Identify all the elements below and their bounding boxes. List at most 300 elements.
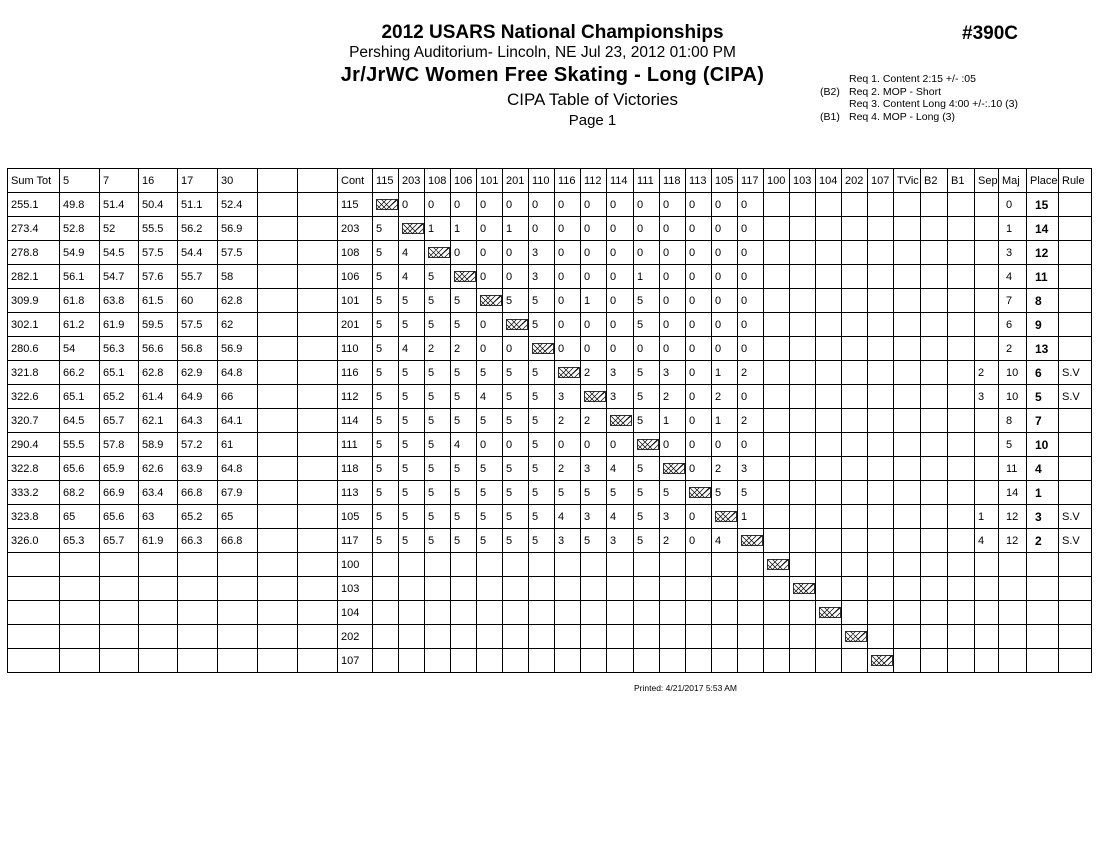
table-cell [8, 625, 60, 649]
table-cell [60, 577, 100, 601]
table-cell [738, 649, 764, 673]
table-cell: 5 [373, 289, 399, 313]
table-cell: 0 [660, 217, 686, 241]
table-cell: 0 [660, 193, 686, 217]
table-cell [894, 265, 921, 289]
table-cell: 0 [660, 313, 686, 337]
table-cell: 112 [338, 385, 373, 409]
crosshatch-icon [428, 247, 450, 258]
table-cell: 5 [451, 529, 477, 553]
table-cell [298, 289, 338, 313]
venue-line: Pershing Auditorium- Lincoln, NE Jul 23, 2012 01:00 PM [349, 44, 736, 61]
table-cell [660, 553, 686, 577]
table-cell: 0 [581, 241, 607, 265]
table-cell [477, 553, 503, 577]
table-cell: 5 [373, 313, 399, 337]
table-cell: 0 [712, 313, 738, 337]
table-cell: 62 [218, 313, 258, 337]
table-cell [451, 577, 477, 601]
table-cell: 5 [399, 433, 425, 457]
table-cell: 0 [686, 361, 712, 385]
table-cell: 3 [999, 241, 1027, 265]
table-cell: 3 [555, 385, 581, 409]
table-cell [139, 577, 178, 601]
table-cell [503, 577, 529, 601]
table-cell: 115 [338, 193, 373, 217]
table-cell: 5 [503, 385, 529, 409]
crosshatch-icon [454, 271, 476, 282]
page-number: Page 1 [568, 112, 617, 129]
column-header: 105 [712, 169, 738, 193]
column-header: 110 [529, 169, 555, 193]
table-cell [842, 217, 868, 241]
table-cell: 0 [660, 241, 686, 265]
table-cell [764, 361, 790, 385]
crosshatch-icon [480, 295, 502, 306]
table-row [8, 433, 1092, 457]
column-header: 100 [764, 169, 790, 193]
table-cell [529, 625, 555, 649]
self-comparison-cell [477, 289, 503, 313]
table-cell [868, 577, 894, 601]
self-comparison-cell [529, 337, 555, 361]
table-cell [258, 289, 298, 313]
table-cell: 104 [338, 601, 373, 625]
table-cell: 5 [451, 481, 477, 505]
crosshatch-icon [637, 439, 659, 450]
table-row [8, 505, 1092, 529]
table-cell [868, 553, 894, 577]
column-header: 203 [399, 169, 425, 193]
table-cell: 4 [1027, 457, 1059, 481]
table-cell: S.V [1059, 361, 1092, 385]
table-cell: 1 [503, 217, 529, 241]
self-comparison-cell [842, 625, 868, 649]
crosshatch-icon [845, 631, 867, 642]
table-cell: 5 [425, 409, 451, 433]
table-cell: 0 [634, 241, 660, 265]
table-cell: 0 [503, 241, 529, 265]
table-cell: 0 [607, 313, 634, 337]
table-cell: 3 [581, 505, 607, 529]
table-cell [712, 625, 738, 649]
table-cell: 5 [373, 505, 399, 529]
table-cell [298, 241, 338, 265]
table-cell: 290.4 [8, 433, 60, 457]
table-cell [921, 529, 948, 553]
table-cell [894, 241, 921, 265]
printed-timestamp: Printed: 4/21/2017 5:53 AM [634, 683, 738, 693]
table-cell: 5 [503, 457, 529, 481]
table-cell [948, 313, 975, 337]
table-cell [975, 433, 999, 457]
table-cell: S.V [1059, 385, 1092, 409]
table-cell [921, 649, 948, 673]
table-cell: 64.3 [178, 409, 218, 433]
table-cell: 5 [373, 481, 399, 505]
table-cell [1059, 553, 1092, 577]
table-cell: 0 [503, 193, 529, 217]
table-cell [790, 529, 816, 553]
table-cell [948, 217, 975, 241]
table-cell: 3 [607, 385, 634, 409]
table-cell [258, 601, 298, 625]
table-cell [1059, 217, 1092, 241]
table-cell [868, 193, 894, 217]
table-cell [1059, 649, 1092, 673]
table-cell: 322.6 [8, 385, 60, 409]
column-header: 107 [868, 169, 894, 193]
table-cell [948, 625, 975, 649]
column-header: B1 [948, 169, 975, 193]
self-comparison-cell [816, 601, 842, 625]
table-cell [764, 505, 790, 529]
table-cell: 5 [399, 481, 425, 505]
table-cell: 56.8 [178, 337, 218, 361]
self-comparison-cell [555, 361, 581, 385]
table-cell [842, 313, 868, 337]
table-cell [298, 649, 338, 673]
table-cell [555, 553, 581, 577]
table-cell [1059, 457, 1092, 481]
table-cell: 5 [555, 481, 581, 505]
table-cell: 1 [738, 505, 764, 529]
table-cell [712, 553, 738, 577]
table-cell [425, 649, 451, 673]
table-cell: S.V [1059, 505, 1092, 529]
table-cell: 201 [338, 313, 373, 337]
table-cell: 64.8 [218, 457, 258, 481]
table-cell [451, 553, 477, 577]
table-cell [948, 649, 975, 673]
table-cell [975, 265, 999, 289]
table-cell: 5 [399, 529, 425, 553]
table-cell [1059, 193, 1092, 217]
table-cell [948, 481, 975, 505]
table-cell [581, 601, 607, 625]
table-cell [894, 505, 921, 529]
column-header: 117 [738, 169, 764, 193]
table-cell: 5 [425, 505, 451, 529]
table-cell [975, 553, 999, 577]
table-cell [868, 529, 894, 553]
table-cell [298, 457, 338, 481]
table-cell [868, 505, 894, 529]
table-cell: S.V [1059, 529, 1092, 553]
table-cell [868, 241, 894, 265]
table-cell [948, 385, 975, 409]
table-cell: 0 [712, 193, 738, 217]
table-cell: 5 [373, 433, 399, 457]
table-cell: 1 [975, 505, 999, 529]
column-header: Cont [338, 169, 373, 193]
table-cell: 1 [581, 289, 607, 313]
self-comparison-cell [451, 265, 477, 289]
table-cell [258, 529, 298, 553]
table-cell [298, 385, 338, 409]
table-cell: 5 [634, 361, 660, 385]
table-cell: 4 [399, 337, 425, 361]
table-cell [139, 625, 178, 649]
table-cell: 5 [373, 385, 399, 409]
table-cell [816, 361, 842, 385]
table-cell [975, 649, 999, 673]
table-cell: 3 [738, 457, 764, 481]
table-cell: 0 [477, 337, 503, 361]
table-cell: 0 [686, 409, 712, 433]
table-cell: 5 [1027, 385, 1059, 409]
table-cell: 4 [999, 265, 1027, 289]
table-cell: 60 [178, 289, 218, 313]
table-cell: 52.4 [218, 193, 258, 217]
table-cell [712, 649, 738, 673]
table-cell [921, 505, 948, 529]
table-cell: 5 [451, 361, 477, 385]
table-cell: 50.4 [139, 193, 178, 217]
table-cell [816, 289, 842, 313]
table-cell: 107 [338, 649, 373, 673]
table-cell: 0 [607, 337, 634, 361]
table-cell [1059, 313, 1092, 337]
table-cell [894, 433, 921, 457]
table-cell [842, 457, 868, 481]
table-cell: 54.4 [178, 241, 218, 265]
table-cell [477, 649, 503, 673]
table-cell: 0 [660, 337, 686, 361]
table-cell: 5 [425, 481, 451, 505]
table-cell [1059, 481, 1092, 505]
table-cell [975, 409, 999, 433]
column-header: 101 [477, 169, 503, 193]
requirement-text: Req 1. Content 2:15 +/- :05 [849, 73, 976, 85]
table-cell [894, 625, 921, 649]
table-cell [607, 649, 634, 673]
crosshatch-icon [506, 319, 528, 330]
table-cell: 65.9 [100, 457, 139, 481]
table-cell: 0 [634, 337, 660, 361]
table-cell: 0 [477, 241, 503, 265]
table-cell [8, 577, 60, 601]
column-header: B2 [921, 169, 948, 193]
table-cell [816, 217, 842, 241]
table-cell [816, 553, 842, 577]
table-cell [921, 241, 948, 265]
crosshatch-icon [376, 199, 398, 210]
table-cell [529, 553, 555, 577]
table-cell: 2 [999, 337, 1027, 361]
table-cell: 5 [503, 361, 529, 385]
table-cell [660, 649, 686, 673]
table-cell: 203 [338, 217, 373, 241]
table-cell [894, 337, 921, 361]
table-row [8, 649, 1092, 673]
table-cell [738, 625, 764, 649]
table-cell: 65.6 [60, 457, 100, 481]
table-cell: 65.2 [100, 385, 139, 409]
table-cell: 100 [338, 553, 373, 577]
table-cell: 5 [999, 433, 1027, 457]
table-cell: 0 [660, 289, 686, 313]
table-cell [218, 625, 258, 649]
table-cell: 57.6 [139, 265, 178, 289]
table-cell: 1 [712, 409, 738, 433]
table-cell [921, 457, 948, 481]
table-cell [975, 193, 999, 217]
table-cell: 5 [425, 289, 451, 313]
table-cell [790, 649, 816, 673]
table-cell: 3 [529, 241, 555, 265]
table-cell [298, 433, 338, 457]
table-cell [921, 217, 948, 241]
table-cell: 57.5 [178, 313, 218, 337]
table-cell: 0 [581, 313, 607, 337]
table-cell [258, 625, 298, 649]
table-cell: 5 [373, 361, 399, 385]
table-cell [790, 289, 816, 313]
table-cell [975, 289, 999, 313]
table-cell [842, 409, 868, 433]
table-cell [451, 625, 477, 649]
table-cell: 3 [607, 361, 634, 385]
column-header: 111 [634, 169, 660, 193]
table-cell [921, 193, 948, 217]
table-cell [451, 649, 477, 673]
table-cell [607, 553, 634, 577]
table-row [8, 385, 1092, 409]
table-cell: 5 [425, 361, 451, 385]
table-cell: 7 [1027, 409, 1059, 433]
table-cell: 103 [338, 577, 373, 601]
table-row [8, 217, 1092, 241]
table-row [8, 481, 1092, 505]
table-row [8, 337, 1092, 361]
table-cell: 58.9 [139, 433, 178, 457]
table-cell: 0 [660, 433, 686, 457]
table-cell [948, 457, 975, 481]
table-cell: 255.1 [8, 193, 60, 217]
table-cell [764, 625, 790, 649]
requirement-code: (B2) [820, 85, 840, 98]
table-cell [581, 577, 607, 601]
table-cell [948, 601, 975, 625]
table-cell: 66.3 [178, 529, 218, 553]
table-cell [868, 265, 894, 289]
table-cell: 4 [399, 241, 425, 265]
table-cell [258, 433, 298, 457]
table-cell: 8 [1027, 289, 1059, 313]
table-cell [373, 601, 399, 625]
table-cell: 326.0 [8, 529, 60, 553]
table-cell [373, 553, 399, 577]
table-cell [100, 601, 139, 625]
table-cell: 1 [712, 361, 738, 385]
table-cell: 5 [503, 409, 529, 433]
table-cell: 5 [634, 289, 660, 313]
table-cell [921, 577, 948, 601]
column-header: 5 [60, 169, 100, 193]
column-header: 17 [178, 169, 218, 193]
table-cell: 0 [712, 265, 738, 289]
column-header: 108 [425, 169, 451, 193]
table-cell [868, 289, 894, 313]
table-cell [816, 529, 842, 553]
table-cell [712, 577, 738, 601]
table-cell: 5 [373, 265, 399, 289]
table-cell: 1 [425, 217, 451, 241]
table-cell [258, 313, 298, 337]
table-cell: 51.4 [100, 193, 139, 217]
table-cell: 5 [425, 265, 451, 289]
table-cell [503, 553, 529, 577]
table-cell: 67.9 [218, 481, 258, 505]
table-cell: 5 [399, 505, 425, 529]
table-cell: 0 [712, 241, 738, 265]
table-row [8, 553, 1092, 577]
table-cell: 5 [529, 529, 555, 553]
table-cell: 0 [607, 241, 634, 265]
table-cell: 1 [451, 217, 477, 241]
table-cell: 0 [503, 433, 529, 457]
table-cell: 15 [1027, 193, 1059, 217]
table-name: CIPA Table of Victories [506, 90, 679, 109]
table-cell: 5 [529, 361, 555, 385]
table-row [8, 361, 1092, 385]
table-cell [764, 337, 790, 361]
table-cell [218, 601, 258, 625]
table-cell: 0 [686, 385, 712, 409]
table-cell: 320.7 [8, 409, 60, 433]
table-cell: 58 [218, 265, 258, 289]
table-cell: 62.1 [139, 409, 178, 433]
table-cell: 5 [529, 481, 555, 505]
column-header: 118 [660, 169, 686, 193]
table-cell [948, 529, 975, 553]
table-cell: 0 [607, 289, 634, 313]
table-cell: 61 [218, 433, 258, 457]
table-cell: 0 [477, 193, 503, 217]
table-cell [529, 649, 555, 673]
table-cell: 5 [477, 529, 503, 553]
table-cell: 4 [451, 433, 477, 457]
table-cell: 0 [607, 193, 634, 217]
table-cell: 5 [529, 409, 555, 433]
table-cell: 278.8 [8, 241, 60, 265]
table-cell [764, 601, 790, 625]
table-cell [921, 337, 948, 361]
table-cell [764, 313, 790, 337]
self-comparison-cell [790, 577, 816, 601]
table-cell: 0 [738, 193, 764, 217]
table-cell [425, 625, 451, 649]
table-cell: 65 [60, 505, 100, 529]
table-cell [790, 313, 816, 337]
requirement-text: Req 2. MOP - Short [849, 85, 942, 98]
table-cell: 4 [477, 385, 503, 409]
table-cell [258, 649, 298, 673]
table-row [8, 193, 1092, 217]
table-cell: 0 [686, 241, 712, 265]
table-cell: 5 [477, 481, 503, 505]
table-cell: 63.8 [100, 289, 139, 313]
table-cell: 10 [1027, 433, 1059, 457]
column-header [258, 169, 298, 193]
table-cell [816, 625, 842, 649]
table-cell [178, 601, 218, 625]
table-cell [60, 649, 100, 673]
table-cell: 64.9 [178, 385, 218, 409]
table-cell [581, 625, 607, 649]
self-comparison-cell [503, 313, 529, 337]
